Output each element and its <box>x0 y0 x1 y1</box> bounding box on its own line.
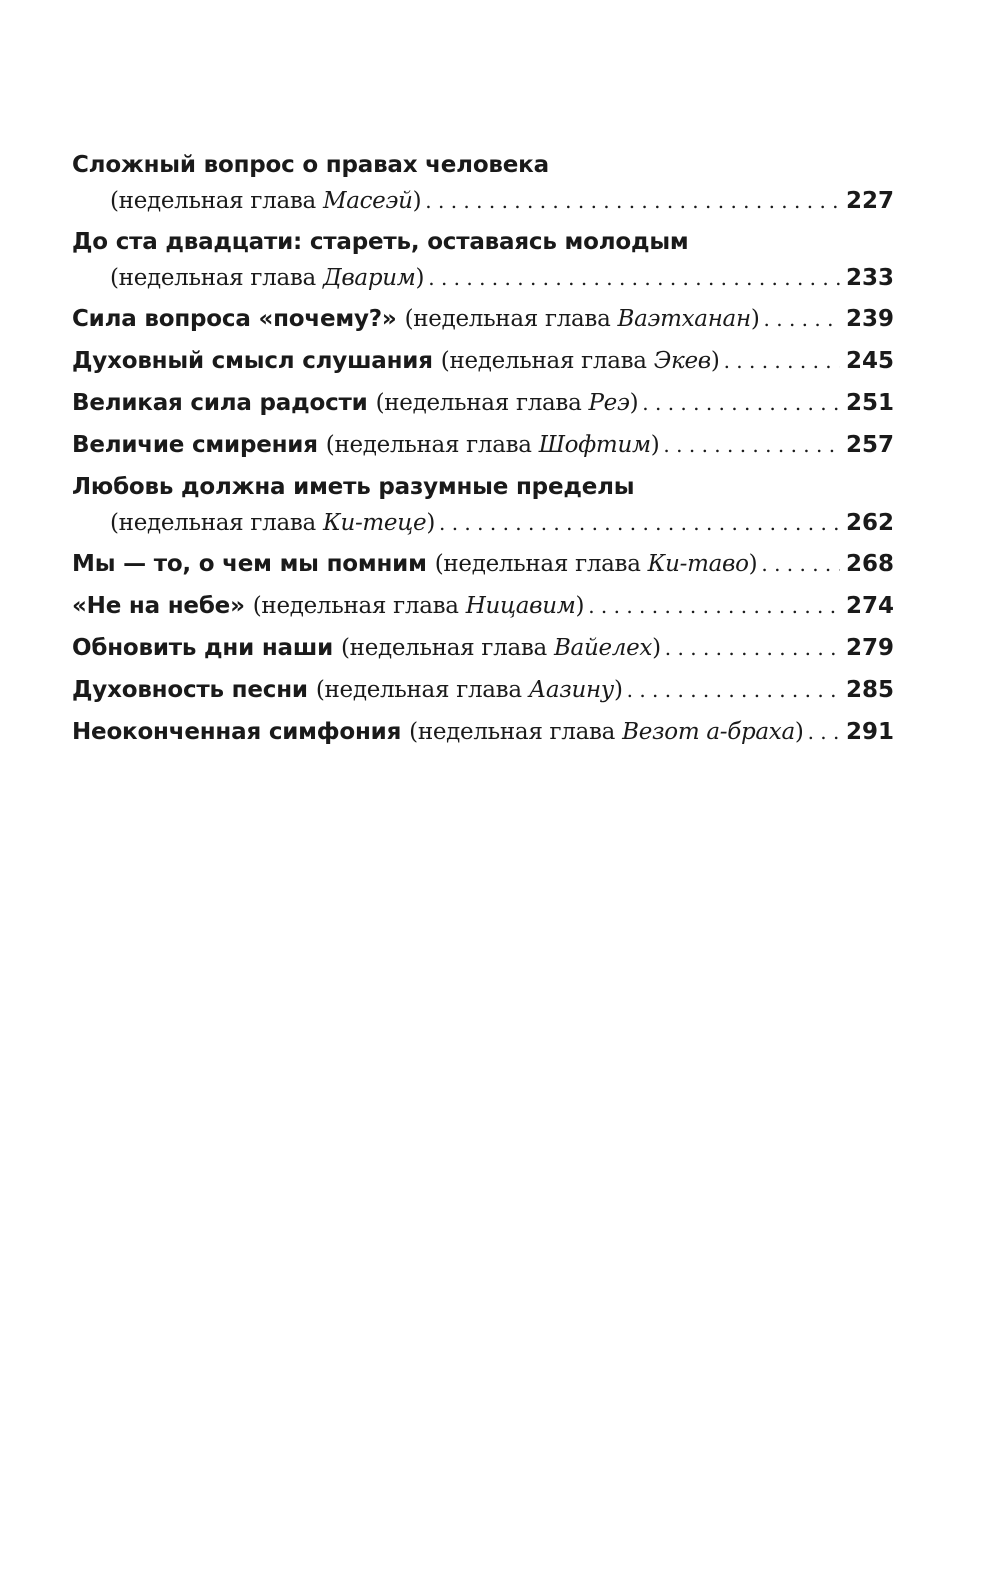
subtitle-prefix: (недельная глава <box>409 719 623 745</box>
toc-entry-line <box>72 427 895 463</box>
subtitle-suffix: ) <box>652 635 661 661</box>
toc-entry-title: Духовный смысл слушания <box>72 348 433 374</box>
subtitle-suffix: ) <box>794 719 804 745</box>
subtitle-suffix: ) <box>613 677 623 703</box>
dot-leader <box>761 546 840 582</box>
parasha-name: Ваэтханан <box>617 306 751 332</box>
subtitle-suffix: ) <box>426 510 435 536</box>
subtitle-prefix: (недельная глава <box>434 551 648 577</box>
subtitle-suffix: ) <box>710 348 720 374</box>
toc-entry[interactable] <box>72 672 895 714</box>
dot-leader <box>642 385 840 421</box>
toc-entry-title: Сила вопроса «почему?» <box>72 306 397 332</box>
subtitle-prefix: (недельная глава <box>325 432 539 458</box>
page-number: 262 <box>846 510 895 536</box>
toc-entry-line <box>72 301 895 337</box>
toc-entry-subtitle <box>376 385 639 421</box>
toc-entry-line <box>72 385 895 421</box>
toc-entry-title: Обновить дни наши <box>72 635 333 661</box>
toc-entry-subtitle <box>409 714 803 750</box>
parasha-name: Шофтим <box>538 432 651 458</box>
toc-entry-title: Сложный вопрос о правах человека <box>72 152 549 178</box>
toc-entry-subtitle <box>405 301 760 337</box>
toc-entry-subtitle <box>316 672 623 708</box>
toc-entry[interactable] <box>72 546 895 588</box>
page-number: 291 <box>846 719 895 745</box>
dot-leader <box>425 183 840 219</box>
toc-entry[interactable] <box>72 469 895 546</box>
toc-entry-title-line <box>72 147 890 183</box>
toc-entry-line <box>72 714 895 750</box>
parasha-name: Экев <box>653 348 711 374</box>
subtitle-prefix: (недельная глава <box>341 635 554 661</box>
parasha-name: Масеэй <box>322 188 413 214</box>
toc-entry-subtitle <box>253 588 584 624</box>
toc-entry-line <box>72 343 895 379</box>
page-number: 279 <box>846 635 895 661</box>
toc-entry-title: До ста двадцати: стареть, оставаясь молодым <box>72 229 689 255</box>
parasha-name: Дварим <box>322 265 416 291</box>
toc-entry-title-line <box>72 469 890 505</box>
subtitle-prefix: (недельная глава <box>375 390 589 416</box>
toc-entry-title: Неоконченная симфония <box>72 719 402 745</box>
dot-leader <box>808 714 840 750</box>
page-number: 233 <box>846 265 895 291</box>
subtitle-suffix: ) <box>412 188 422 214</box>
subtitle-suffix: ) <box>575 593 585 619</box>
dot-leader <box>724 343 840 379</box>
subtitle-prefix: (недельная глава <box>110 510 323 536</box>
toc-entry-subtitle <box>435 546 758 582</box>
parasha-name: Ки-таво <box>647 551 749 577</box>
toc-entry[interactable] <box>72 714 895 756</box>
subtitle-prefix: (недельная глава <box>404 306 618 332</box>
subtitle-suffix: ) <box>748 551 758 577</box>
parasha-name: Ки-теце <box>322 510 427 536</box>
parasha-name: Ницавим <box>465 593 576 619</box>
toc-entry-line <box>72 588 895 624</box>
toc-entry-subtitle <box>110 183 421 219</box>
dot-leader <box>588 588 840 624</box>
page-number: 268 <box>846 551 895 577</box>
toc-entry-detail-line <box>72 260 895 296</box>
toc-entry-title: Мы — то, о чем мы помним <box>72 551 427 577</box>
dot-leader <box>627 672 840 708</box>
subtitle-prefix: (недельная глава <box>440 348 654 374</box>
toc-entry-title: Духовность песни <box>72 677 308 703</box>
toc-entry[interactable] <box>72 147 895 224</box>
toc-entry-detail-line <box>72 183 895 219</box>
subtitle-suffix: ) <box>629 390 639 416</box>
subtitle-prefix: (недельная глава <box>315 677 529 703</box>
toc-entry-title: «Не на небе» <box>72 593 245 619</box>
toc-entry[interactable] <box>72 427 895 469</box>
dot-leader <box>428 260 840 296</box>
toc-entry-subtitle <box>110 505 435 541</box>
toc-entry[interactable] <box>72 224 895 301</box>
page-number: 257 <box>846 432 895 458</box>
toc-entry-title: Любовь должна иметь разумные пределы <box>72 474 635 500</box>
parasha-name: Аазину <box>528 677 614 703</box>
toc-entry[interactable] <box>72 301 895 343</box>
subtitle-prefix: (недельная глава <box>110 265 323 291</box>
toc-entry-subtitle <box>326 427 660 463</box>
subtitle-suffix: ) <box>750 306 760 332</box>
toc-entry-line <box>72 672 895 708</box>
dot-leader <box>665 630 840 666</box>
toc-entry-subtitle <box>341 630 661 666</box>
dot-leader <box>663 427 840 463</box>
subtitle-prefix: (недельная глава <box>110 188 323 214</box>
toc-entry[interactable] <box>72 343 895 385</box>
dot-leader <box>439 505 840 541</box>
dot-leader <box>764 301 840 337</box>
page-number: 227 <box>846 188 895 214</box>
page-number: 274 <box>846 593 895 619</box>
toc-entry-title: Великая сила радости <box>72 390 368 416</box>
page-number: 245 <box>846 348 895 374</box>
subtitle-suffix: ) <box>415 265 425 291</box>
toc-entry-title-line <box>72 224 890 260</box>
toc-entry[interactable] <box>72 588 895 630</box>
parasha-name: Везот а-браха <box>622 719 795 745</box>
table-of-contents <box>72 147 895 756</box>
subtitle-prefix: (недельная глава <box>252 593 466 619</box>
subtitle-suffix: ) <box>650 432 660 458</box>
page-number: 239 <box>846 306 895 332</box>
toc-entry-subtitle <box>110 260 424 296</box>
page-number: 251 <box>846 390 895 416</box>
toc-entry[interactable] <box>72 630 895 672</box>
toc-entry-detail-line <box>72 505 895 541</box>
toc-entry-title: Величие смирения <box>72 432 318 458</box>
toc-entry[interactable] <box>72 385 895 427</box>
toc-entry-line <box>72 630 895 666</box>
parasha-name: Реэ <box>588 390 630 416</box>
toc-entry-subtitle <box>441 343 720 379</box>
parasha-name: Вайелех <box>553 635 653 661</box>
page-number: 285 <box>846 677 895 703</box>
toc-entry-line <box>72 546 895 582</box>
